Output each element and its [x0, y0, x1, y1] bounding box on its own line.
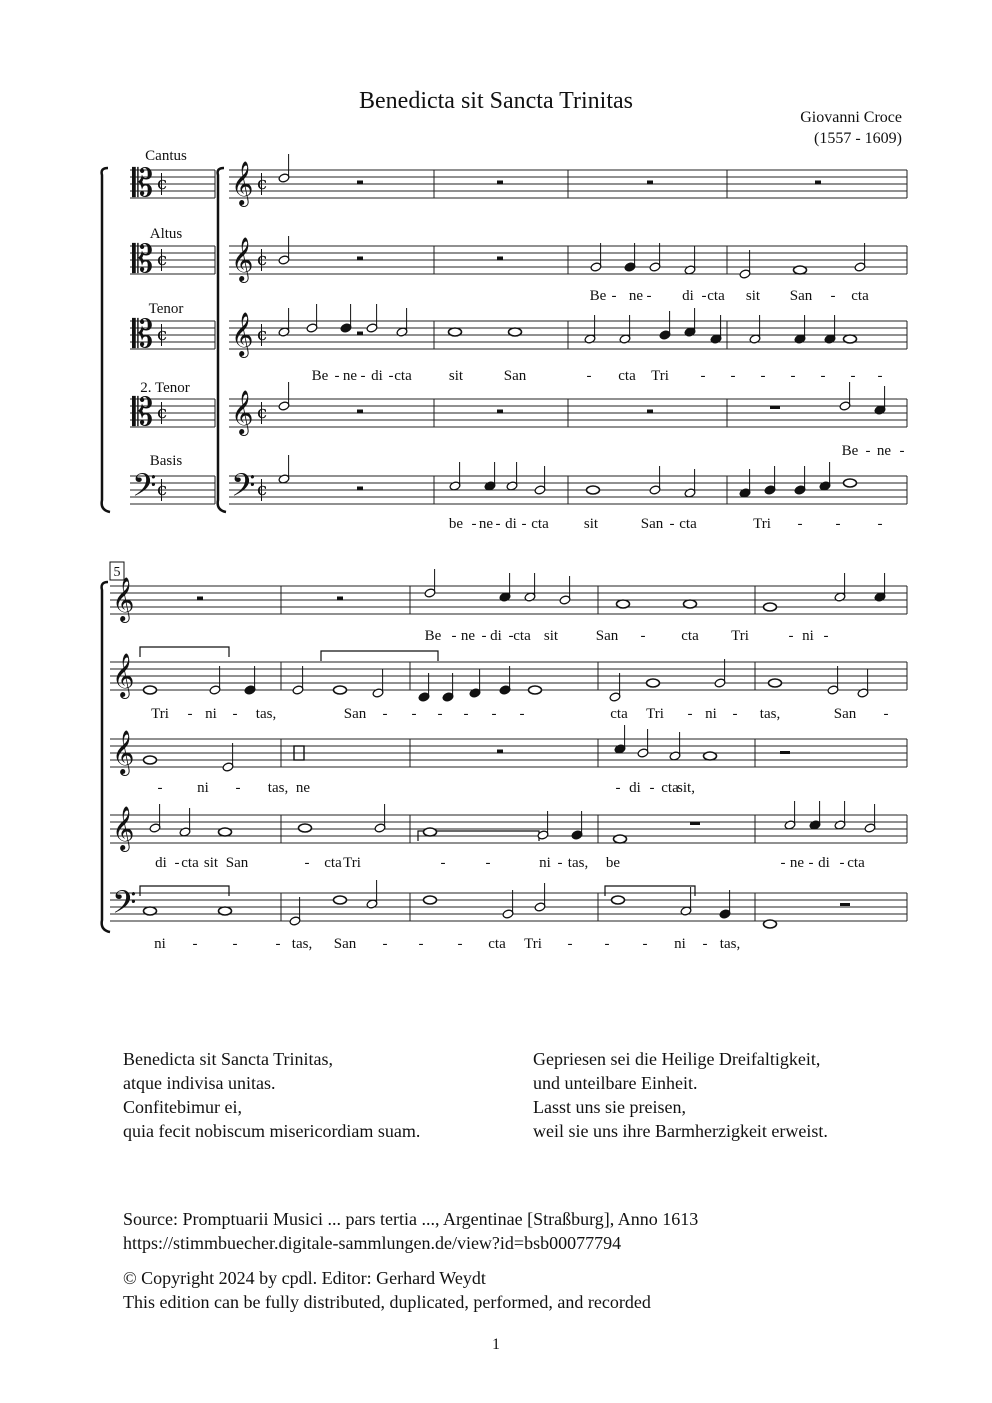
- lyric-syllable: -: [457, 936, 463, 952]
- latin-line: quia fecit nobiscum misericordiam suam.: [123, 1121, 421, 1141]
- lyric-syllable: cta: [513, 628, 531, 644]
- lyric-syllable: -: [646, 288, 652, 304]
- rest: [770, 406, 780, 409]
- time-signature: c: [157, 479, 168, 500]
- lyric-syllable: San: [225, 855, 249, 871]
- rest: [497, 410, 503, 414]
- lyric-syllable: -: [382, 936, 388, 952]
- note: [617, 600, 630, 608]
- note: [509, 328, 522, 336]
- latin-line: atque indivisa unitas.: [123, 1073, 276, 1093]
- note: [844, 335, 857, 343]
- note: [684, 600, 697, 608]
- g-clef-icon: 𝄞: [112, 730, 135, 774]
- note: [612, 896, 625, 904]
- lyric-syllable: San: [789, 288, 813, 304]
- lyric-syllable: -: [440, 855, 446, 871]
- lyric-syllable: di: [371, 368, 383, 384]
- lyric-syllable: Tri: [646, 706, 664, 722]
- rest: [357, 257, 363, 261]
- rest: [357, 181, 363, 185]
- lyric-syllable: -: [382, 706, 388, 722]
- lyric-syllable: tas,: [267, 780, 289, 796]
- lyric-syllable: -: [830, 288, 836, 304]
- source-line: Source: Promptuarii Musici ... pars tertia ..., Argentinae [Straßburg], Anno 1613: [123, 1209, 699, 1229]
- lyric-syllable: -: [642, 936, 648, 952]
- lyric-syllable: di: [818, 855, 830, 871]
- latin-line: Benedicta sit Sancta Trinitas,: [123, 1049, 333, 1069]
- lyric-syllable: -: [760, 368, 766, 384]
- note: [334, 896, 347, 904]
- lyric-syllable: cta: [488, 936, 506, 952]
- lyric-syllable: -: [899, 443, 905, 459]
- lyric-syllable: San: [833, 706, 857, 722]
- german-line: und unteilbare Einheit.: [533, 1073, 698, 1093]
- incipit-bracket: [102, 168, 110, 512]
- german-line: Lasst uns sie preisen,: [533, 1097, 686, 1117]
- lyric-syllable: -: [491, 706, 497, 722]
- voice-name: Cantus: [145, 148, 187, 164]
- lyric-syllable: sit: [203, 855, 219, 871]
- lyric-syllable: Be: [589, 288, 607, 304]
- voice-name: Altus: [149, 226, 183, 242]
- note: [299, 824, 312, 832]
- lyric-syllable: -: [839, 855, 845, 871]
- note: [647, 679, 660, 687]
- lyric-syllable: -: [192, 936, 198, 952]
- note: [769, 679, 782, 687]
- rest: [357, 487, 363, 491]
- lyric-syllable: -: [519, 706, 525, 722]
- ligature-bracket: [605, 886, 695, 896]
- note: [334, 686, 347, 694]
- measure-number: 5: [113, 565, 121, 580]
- lyric-syllable: di: [505, 516, 517, 532]
- c-clef-icon: 𝄡: [132, 312, 154, 356]
- lyric-syllable: -: [823, 628, 829, 644]
- note: [424, 828, 437, 836]
- ligature-bracket: [140, 647, 229, 657]
- lyric-syllable: ne: [342, 368, 358, 384]
- lyric-syllable: -: [411, 706, 417, 722]
- c-clef-icon: 𝄡: [132, 161, 154, 205]
- lyric-syllable: di: [629, 780, 641, 796]
- c-clef-icon: 𝄡: [132, 237, 154, 281]
- note: [704, 752, 717, 760]
- lyric-syllable: -: [701, 288, 707, 304]
- german-line: weil sie uns ihre Barmherzigkeit erweist.: [533, 1121, 828, 1141]
- lyric-syllable: -: [521, 516, 527, 532]
- voice-name: Tenor: [148, 301, 184, 317]
- lyric-syllable: -: [808, 855, 814, 871]
- lyric-syllable: sit: [583, 516, 599, 532]
- lyric-syllable: -: [604, 936, 610, 952]
- page-title: Benedicta sit Sancta Trinitas: [359, 88, 633, 114]
- lyric-syllable: -: [788, 628, 794, 644]
- voice-name: Basis: [149, 453, 183, 469]
- g-clef-icon: 𝄞: [231, 390, 254, 434]
- lyric-syllable: Be: [424, 628, 442, 644]
- lyric-syllable: cta: [847, 855, 865, 871]
- time-signature: c: [257, 324, 268, 345]
- lyric-syllable: -: [187, 706, 193, 722]
- lyric-syllable: ne: [628, 288, 644, 304]
- lyric-syllable: Tri: [753, 516, 771, 532]
- lyric-syllable: -: [360, 368, 366, 384]
- rest: [497, 181, 503, 185]
- composer-name: Giovanni Croce: [800, 109, 902, 126]
- lyric-syllable: -: [567, 936, 573, 952]
- german-text: [533, 1047, 828, 1143]
- lyric-syllable: San: [503, 368, 527, 384]
- f-clef-icon: 𝄢: [132, 467, 157, 511]
- lyric-syllable: San: [343, 706, 367, 722]
- copyright-line: © Copyright 2024 by cpdl. Editor: Gerhard Weydt: [123, 1268, 486, 1288]
- note: [144, 686, 157, 694]
- lyric-syllable: tas,: [255, 706, 277, 722]
- rest: [337, 597, 343, 601]
- note: [219, 907, 232, 915]
- lyric-syllable: -: [702, 936, 708, 952]
- lyric-syllable: Tri: [651, 368, 669, 384]
- lyric-syllable: ne: [295, 780, 311, 796]
- lyric-syllable: ni: [802, 628, 814, 644]
- rest: [815, 181, 821, 185]
- note: [794, 266, 807, 274]
- lyric-syllable: -: [334, 368, 340, 384]
- rest: [690, 822, 700, 825]
- lyric-syllable: -: [471, 516, 477, 532]
- time-signature: c: [157, 249, 168, 270]
- lyric-syllable: -: [732, 706, 738, 722]
- rest: [497, 257, 503, 261]
- lyric-syllable: -: [463, 706, 469, 722]
- lyric-syllable: -: [877, 516, 883, 532]
- lyric-syllable: ne: [876, 443, 892, 459]
- rest: [647, 410, 653, 414]
- g-clef-icon: 𝄞: [112, 806, 135, 850]
- lyric-syllable: cta: [324, 855, 342, 871]
- lyric-syllable: San: [333, 936, 357, 952]
- lyric-syllable: -: [495, 516, 501, 532]
- lyric-syllable: -: [669, 516, 675, 532]
- lyric-syllable: ni: [674, 936, 686, 952]
- time-signature: c: [257, 479, 268, 500]
- lyric-syllable: -: [485, 855, 491, 871]
- time-signature: c: [157, 173, 168, 194]
- lyric-syllable: cta: [707, 288, 725, 304]
- lyric-syllable: -: [780, 855, 786, 871]
- lyric-syllable: -: [275, 936, 281, 952]
- rest: [357, 332, 363, 336]
- lyric-syllable: sit: [448, 368, 464, 384]
- g-clef-icon: 𝄞: [112, 577, 135, 621]
- lyric-syllable: cta: [618, 368, 636, 384]
- lyric-syllable: -: [865, 443, 871, 459]
- lyric-syllable: -: [174, 855, 180, 871]
- ligature-bracket: [140, 886, 229, 896]
- note: [614, 835, 627, 843]
- lyric-syllable: tas,: [719, 936, 741, 952]
- latin-line: Confitebimur ei,: [123, 1097, 242, 1117]
- lyric-syllable: cta: [851, 288, 869, 304]
- f-clef-icon: 𝄢: [231, 467, 256, 511]
- latin-text: [123, 1047, 420, 1143]
- lyric-syllable: ne: [478, 516, 494, 532]
- lyric-syllable: sit: [543, 628, 559, 644]
- lyric-syllable: -: [615, 780, 621, 796]
- note: [764, 603, 777, 611]
- source-note: [123, 1207, 698, 1255]
- rest: [780, 751, 790, 754]
- lyric-syllable: ni: [154, 936, 166, 952]
- note: [219, 828, 232, 836]
- license-line: This edition can be fully distributed, duplicated, performed, and recorded: [123, 1292, 651, 1312]
- note: [424, 896, 437, 904]
- lyric-syllable: ni: [205, 706, 217, 722]
- g-clef-icon: 𝄞: [231, 161, 254, 205]
- lyric-syllable: -: [235, 780, 241, 796]
- lyric-syllable: Tri: [731, 628, 749, 644]
- lyric-syllable: tas,: [291, 936, 313, 952]
- lyric-syllable: -: [700, 368, 706, 384]
- lyric-syllable: cta: [181, 855, 199, 871]
- note: [144, 756, 157, 764]
- lyric-syllable: -: [437, 706, 443, 722]
- german-line: Gepriesen sei die Heilige Dreifaltigkeit,: [533, 1049, 821, 1069]
- rest: [497, 750, 503, 754]
- lyric-syllable: -: [820, 368, 826, 384]
- lyric-syllable: cta: [610, 706, 628, 722]
- rest: [357, 410, 363, 414]
- lyric-syllable: -: [481, 628, 487, 644]
- lyric-syllable: Tri: [343, 855, 361, 871]
- f-clef-icon: 𝄢: [112, 884, 137, 928]
- note: [449, 328, 462, 336]
- note: [587, 486, 600, 494]
- lyric-syllable: -: [586, 368, 592, 384]
- time-signature: c: [257, 173, 268, 194]
- time-signature: c: [257, 402, 268, 423]
- lyric-syllable: cta: [661, 780, 679, 796]
- lyric-syllable: -: [451, 628, 457, 644]
- lyric-syllable: -: [640, 628, 646, 644]
- time-signature: c: [257, 249, 268, 270]
- note: [144, 907, 157, 915]
- lyric-syllable: -: [388, 368, 394, 384]
- lyric-syllable: -: [877, 368, 883, 384]
- lyric-syllable: Be: [841, 443, 859, 459]
- voice-name: 2. Tenor: [140, 380, 190, 396]
- c-clef-icon: 𝄡: [132, 390, 154, 434]
- lyric-syllable: di: [682, 288, 694, 304]
- lyric-syllable: be: [605, 855, 621, 871]
- lyric-syllable: -: [730, 368, 736, 384]
- rest: [840, 903, 850, 906]
- lyric-syllable: di: [490, 628, 502, 644]
- lyric-syllable: tas,: [759, 706, 781, 722]
- lyric-syllable: sit: [745, 288, 761, 304]
- lyric-syllable: -: [611, 288, 617, 304]
- note: [764, 920, 777, 928]
- lyric-syllable: -: [232, 936, 238, 952]
- composer-dates: (1557 - 1609): [814, 130, 902, 147]
- lyric-syllable: be: [448, 516, 464, 532]
- lyric-syllable: San: [640, 516, 664, 532]
- system-bracket: [218, 168, 226, 512]
- lyric-syllable: -: [883, 706, 889, 722]
- lyric-syllable: -: [418, 936, 424, 952]
- rest: [197, 597, 203, 601]
- lyric-syllable: -: [157, 780, 163, 796]
- page-number: 1: [492, 1336, 500, 1353]
- lyric-syllable: ne: [460, 628, 476, 644]
- lyric-syllable: tas,: [567, 855, 589, 871]
- lyric-syllable: -: [790, 368, 796, 384]
- lyric-syllable: cta: [681, 628, 699, 644]
- lyric-syllable: ni: [197, 780, 209, 796]
- lyric-syllable: ni: [539, 855, 551, 871]
- g-clef-icon: 𝄞: [231, 237, 254, 281]
- lyric-syllable: -: [232, 706, 238, 722]
- time-signature: c: [157, 402, 168, 423]
- lyric-syllable: -: [557, 855, 563, 871]
- lyric-syllable: -: [797, 516, 803, 532]
- lyric-syllable: ne: [789, 855, 805, 871]
- lyric-syllable: di: [155, 855, 167, 871]
- source-url[interactable]: https://stimmbuecher.digitale-sammlungen.de/view?id=bsb00077794: [123, 1233, 622, 1253]
- lyric-syllable: Be: [311, 368, 329, 384]
- lyric-syllable: -: [649, 780, 655, 796]
- note: [844, 479, 857, 487]
- ligature-bracket: [321, 651, 438, 661]
- lyric-syllable: cta: [394, 368, 412, 384]
- lyric-syllable: -: [508, 628, 514, 644]
- g-clef-icon: 𝄞: [112, 653, 135, 697]
- copyright-note: [123, 1266, 651, 1314]
- lyric-syllable: sit,: [677, 780, 695, 796]
- system-bracket: [102, 582, 110, 932]
- lyric-syllable: Tri: [524, 936, 542, 952]
- lyric-syllable: cta: [679, 516, 697, 532]
- note: [529, 686, 542, 694]
- lyric-syllable: -: [687, 706, 693, 722]
- lyric-syllable: San: [595, 628, 619, 644]
- lyric-syllable: -: [304, 855, 310, 871]
- time-signature: c: [157, 324, 168, 345]
- rest: [647, 181, 653, 185]
- g-clef-icon: 𝄞: [231, 312, 254, 356]
- lyric-syllable: Tri: [151, 706, 169, 722]
- lyric-syllable: cta: [531, 516, 549, 532]
- lyric-syllable: -: [835, 516, 841, 532]
- lyric-syllable: ni: [705, 706, 717, 722]
- lyric-syllable: -: [850, 368, 856, 384]
